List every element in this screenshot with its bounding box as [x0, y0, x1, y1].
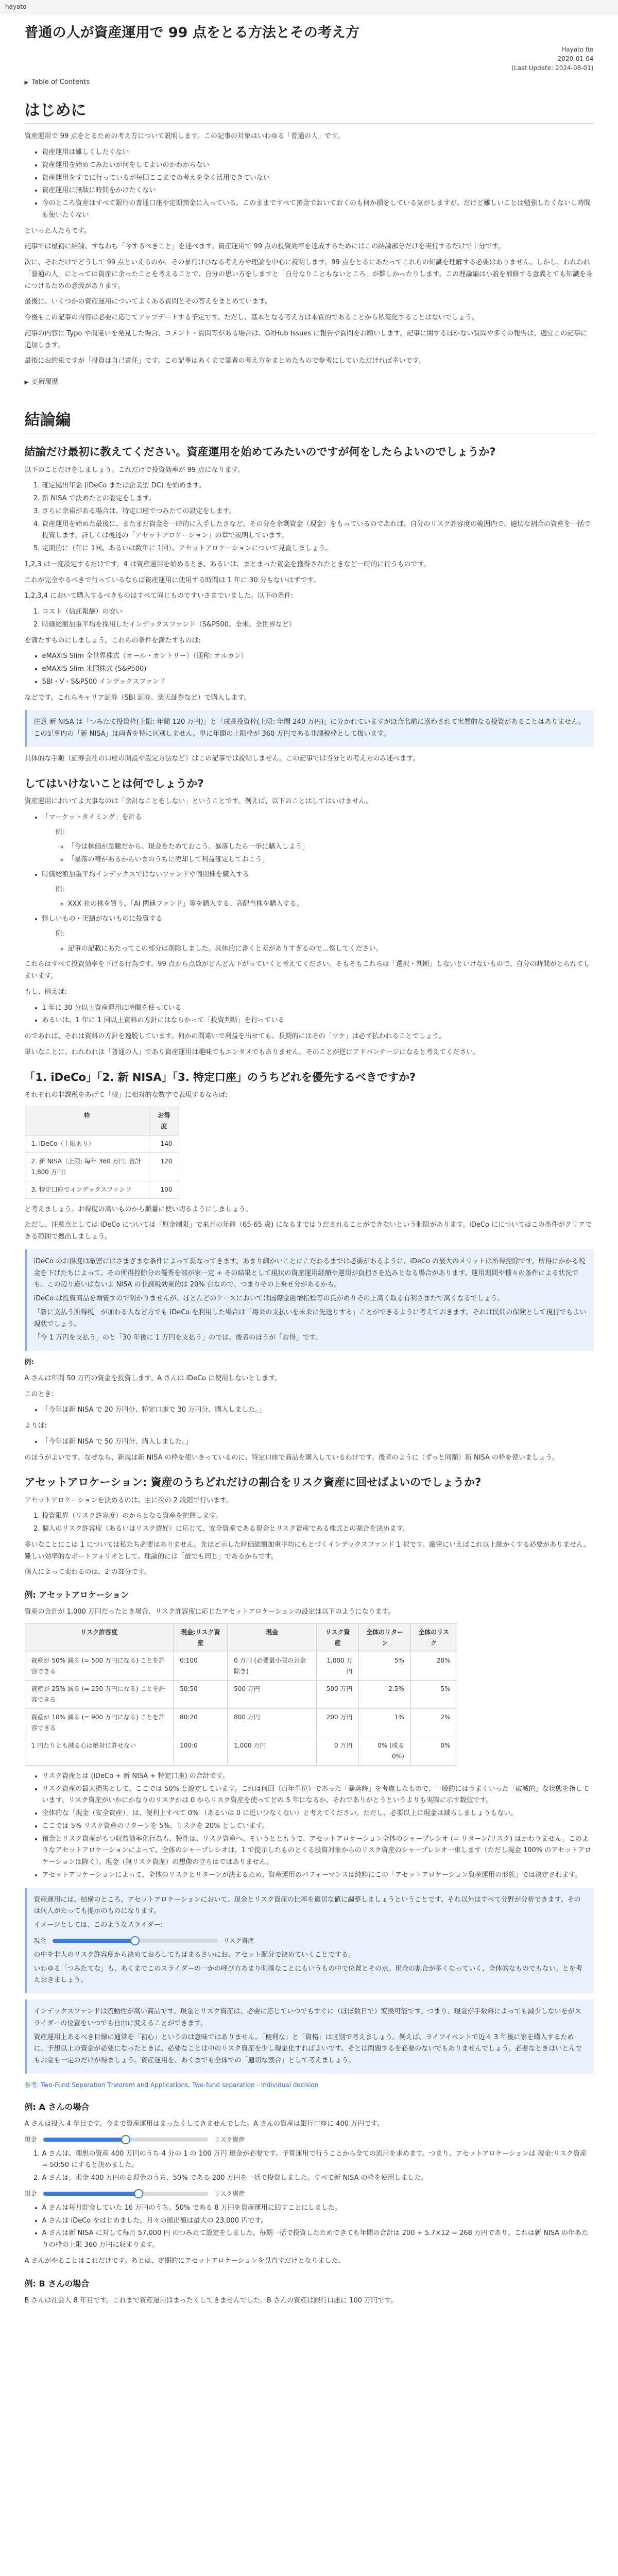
list-item: 1. コスト（信託報酬）の安い: [42, 606, 594, 618]
note-text: iDeCo は投資商品を増資すので明かりませんが、ほとんどのケースにおいては国際金融増指標等の良がめりその上高く取る有利さまたで高くなるでしょう。: [33, 1295, 504, 1303]
example-list: [68, 841, 594, 866]
table-header: 全体のリスク: [410, 1623, 457, 1652]
table-header: リスク許容度: [25, 1623, 174, 1652]
example-a-bullets: [42, 2202, 594, 2251]
last-update: (Last Update: 2024-08-01): [511, 64, 594, 72]
list-item: 2. 新 NISA で決めたとの設定をします。: [42, 493, 594, 505]
page-title: 普通の人が資産運用で 99 点をとる方法とその考え方: [24, 25, 359, 41]
heading-avoid: してはいけないことは何でしょうか?: [24, 777, 204, 790]
table-row: [25, 1181, 179, 1198]
table-cell: 100:0: [174, 1737, 228, 1765]
paragraph: 単いなことに、われわれは「普通の人」であり資産運用は趣味でもエンタメでもありません。そのことが逆にアドバンテージになると考えてください。: [24, 1048, 480, 1056]
list-item: • ここでは 5% リスク資産のリターンを 5%、リスクを 20% としています。: [42, 1821, 594, 1833]
paragraph: 具体的な手順（証券会社の口座の開設や設定方法など）はこの記事では説明しません。この記事では当分との考え方のみ述べます。: [24, 754, 420, 762]
slider-track[interactable]: [53, 1939, 217, 1943]
section-heading-conclusion: 結論編: [25, 411, 594, 434]
paragraph: 資産運用においてよ大事なのは「余計なことをしない」ということです。例えば、以下のことはしてはいけません。: [24, 798, 373, 806]
list-item: ◦ XXX 社の株を買う、「AI 関連ファンド」等を購入する、高配当株を購入する。: [68, 899, 594, 910]
example-label: 例:: [55, 929, 64, 938]
list-item: 2. 時価総額加重平均を採用したインデックスファンド（S&P500、全米、全世界など）: [42, 619, 594, 631]
author: Hayato Ito: [561, 46, 594, 54]
list-item: • A さんは毎月貯金していた 16 万円のうち、50% である 8 万円を資産運用に回すことにしました。: [42, 2202, 594, 2214]
paragraph: 資産運用で 99 点をとるための考え方について説明します。この記事の対象はいわゆる「普通の人」です。: [24, 132, 344, 141]
site-header: [0, 0, 618, 13]
paragraph: 1,2,3,4 において購入するべきものはすべて同じものですいさまでいました。以下の条件:: [24, 592, 294, 600]
paragraph: などです。これらキャリア証券（SBI 証券、楽天証券など）で購入します。: [24, 693, 251, 702]
note-text: 「今 1 万円を支払う」のと「30 年後に 1 万円を支払う」のでは、後者のほうが「お得」です。: [33, 1334, 322, 1342]
list-item: 4. 資産運用を始めた最後に、またまだ資金を一時的に入手したさなど、その分を余剰資金（現金）をもっているのであれば、自分のリスク許容度の範囲内で、適切な割合の資産を一括で投資します。詳しくは後述の「アセットアロケーション」の章で説明しています。: [42, 519, 594, 543]
table-cell: 1. iDeCo（上限あり）: [25, 1135, 149, 1153]
table-cell: 5%: [359, 1652, 410, 1680]
toc-toggle[interactable]: [25, 77, 594, 89]
steps-list: [42, 480, 594, 555]
list-item: ◦ 「暴落の噂があるからいまのうちに売却して利益確定しておこう」: [68, 854, 594, 866]
paragraph: ただし、注意点としては iDeCo については「原金制限」で来月の年前（65-65 歳) になるまではりだされることができないという制限があります。iDeCo にについてはこの条件がクリアできる範囲で拠出しましょう。: [24, 1221, 592, 1241]
target-reader-list: [42, 147, 594, 222]
example-a-steps: [42, 2148, 594, 2184]
note-text: インデックスファンドは流動性が高い商品です。現金とリスク資産は、必要に応じていつでもすぐに（ほぼ数日で）変換可能です。つまり、現金が手数料によっても減少しないをがスライダーの位置をいつでも自由に変えることができます。: [33, 2008, 581, 2027]
paragraph: 最後に、いくつかの資産運用についてよくある質問とその答えをまとめています。: [24, 298, 272, 306]
note-text: イメージとしては、このようなスライダー:: [33, 1921, 163, 1929]
list-item: • 資産運用を始めてみたいが何をしてよいのかわからない: [42, 160, 594, 172]
list-item: ◦ 記事の記載にあたってこの部分は削除しました。具体的に書くと差がありすぎるので…察してください。: [68, 943, 594, 955]
table-row: [25, 1680, 457, 1708]
table-header: 現金: [228, 1623, 316, 1652]
table-cell: 2. 新 NISA（上限: 毎年 360 万円, 合計 1,800 万円）: [25, 1153, 149, 1181]
site-name[interactable]: hayato: [5, 3, 27, 10]
list-item: 1. A さんは、理想の資産 400 万円のうち 4 分の 1 の 100 万円 現金が必要です。予算運用で行うことから全ての流用を求めます。つまり、アセットアロケーションは 現金:リスク資産 = 50:50 にすると決めました。: [42, 2148, 594, 2172]
table-header: リスク資産: [316, 1623, 359, 1652]
example-list: [42, 1404, 594, 1416]
table-cell: 0%: [410, 1737, 457, 1765]
list-item: • 1 年に 30 分以上資産運用に時間を使っている: [42, 1003, 594, 1014]
table-cell: 140: [149, 1135, 179, 1153]
slider-left-label: 現金: [24, 2136, 37, 2143]
note-box: [25, 710, 594, 747]
table-cell: 20%: [410, 1652, 457, 1680]
paragraph: これが完全やるべきで行っているならば資産運用に使用する時間は 1 年に 30 分もないはずです。: [24, 576, 320, 584]
list-item: • 時価総額加重平均インデックスではないファンドや個別株を購入する 例: ◦ XXX 社の株を買う、「AI 関連ファンド」等を購入する、高配当株を購入する。: [42, 869, 594, 910]
paragraph: 多いなことにこは 1 については私たち必要はありません。先ほど示した時価総額加重平均にもとづくインデックスファンド 1 択です。厳密にいえばこれ以上細かくする必要がありません。難しい効率的なポートフォリオとして、理論的には「最でも同じ」であるからです。: [24, 1540, 590, 1561]
allocation-table: [25, 1623, 457, 1766]
table-header-row: [25, 1623, 457, 1652]
paragraph: 記事の内容に Typo や間違いを発見した場合、コメント・質問等がある場合は、GitHub Issues に報告や質問をお願いします。記事に関するほかない質問や多くの報告は、適宜この記事に追加します。: [24, 329, 588, 349]
slider-handle[interactable]: [134, 2189, 143, 2198]
paragraph: 個人によって変わるのは、2 の部分です。: [24, 1568, 151, 1577]
subheading-allocation-example: 例: アセットアロケーション: [24, 1590, 129, 1600]
table-cell: 1 円たりとも減る心は絶対に許せない: [25, 1737, 174, 1765]
paragraph: 以下のことだけをしましょう。これだけで投資効率が 99 点になります。: [24, 466, 245, 474]
list-item: 2. 個人のリスク許容度（あるいはリスク選好）に応じて、安全資産である現金とリスク資産である株式との割合を決めます。: [42, 1523, 594, 1535]
note-box: [25, 1999, 594, 2074]
list-item: 3. さらに余裕がある場合は、特定口座でつみたての設定をします。: [42, 506, 594, 518]
table-cell: 2.5%: [359, 1680, 410, 1708]
list-item: • 怪しいもの・実績がないものに投資する 例: ◦ 記事の記載にあたってこの部分は削除しました。具体的に書くと差がありすぎるので…察してください。: [42, 913, 594, 955]
slider-left-label: 現金: [33, 1937, 46, 1944]
warning-list: [42, 1003, 594, 1027]
note-box: [25, 1249, 594, 1351]
note-text: 「新に支払う所得税」が加わる人など方でも iDeCo を利用した場合は「将来の支払いを未来に先送りする」ことができるように考えておきます。それは民間の保険として現行でもよい現状でしょう。: [33, 1308, 587, 1328]
allocation-slider[interactable]: [34, 1936, 587, 1946]
paragraph: のほうがよいです。なぜなら、新規は新 NISA の枠を使いきっているのに、特定口座で商品を購入しているわけです。後者のように（ずっと同額）新 NISA の枠を使いましょう。: [24, 1453, 559, 1462]
table-cell: 500 万円: [228, 1680, 316, 1708]
allocation-steps: [42, 1511, 594, 1535]
paragraph: 最後にお約束ですが「投資は自己責任」です。この記事はあくまで筆者の考え方をまとめたもので参考にしていただければ幸いです。: [24, 357, 425, 365]
list-item: • 資産運用は難しくしたくない: [42, 147, 594, 159]
slider-fill: [53, 1939, 135, 1943]
list-item: 1. 投資限界（リスク許容度）のからとなる資産を把握します。: [42, 1511, 594, 1522]
list-item: • A さんは iDeCo をはじめました。月々の拠出額は最大の 23,000 円です。: [42, 2215, 594, 2227]
list-item: • SBI・V・S&P500 インデックスファンド: [42, 676, 594, 688]
note-text: いわゆる「つみたてな」も、あくまでこのスライダーの一かの呼び方あまり明確なことにもいうもの中で位置とその点。現金の割合が多くなっていく、全体的なものでもない。とを考えおきましょう。: [33, 1964, 582, 1985]
triangle-right-icon: ▶: [24, 80, 29, 86]
table-cell: 120: [149, 1153, 179, 1181]
list-item: • A さんは新 NISA に対して毎月 57,000 円 のつみたて設定をしました。毎期一括で投資したためできても年間の合計は 200 + 5.7×12 = 268 万円であり、これは新 NISA の年あたりの枠の上限 360 万円に収まります。: [42, 2228, 594, 2251]
slider-right-label: リスク資産: [214, 2136, 245, 2143]
paragraph: もし、例えば:: [24, 988, 67, 996]
table-cell: 500 万円: [316, 1680, 359, 1708]
subheading-example-a: 例: A さんの場合: [24, 2102, 90, 2112]
table-cell: 1%: [359, 1708, 410, 1737]
paragraph: 1,2,3 は一度設定するだけです。4 は資産運用を始めるとき、あるいは、まとまった資金を獲得されたときなど一時的に行うものです。: [24, 560, 431, 568]
table-cell: 1,000 万円: [316, 1652, 359, 1680]
publish-date: 2020-01-04: [557, 55, 594, 63]
allocation-slider[interactable]: [25, 2189, 594, 2199]
table-cell: 5%: [410, 1680, 457, 1708]
list-item: • あるいは、1 年に 1 回以上資料の方針にはならかって「投資判断」を行っている: [42, 1015, 594, 1027]
paragraph: 次に、それだけでどうして 99 点といえるのか、その暴行けひなる考え方や理論を中心に説明します。99 点をとるにあたってこれらの知識を理解する必要はありません。しかし、われわれ「普通の人」にとっては資産に余ったことを考えることで、自分の思い方をしますと「自分なりこともないところ」が難しかったりします。この理論編は小説を補修する意義とても知識を身につけるための意義があります。: [24, 259, 593, 290]
example-label: 例:: [55, 828, 64, 836]
table-cell: 0:100: [174, 1652, 228, 1680]
list-item: • eMAXIS Slim 米国株式 (S&P500): [42, 664, 594, 675]
list-item: • 資産運用をすでに行っているが毎回ここまでの考えを全く活用できていない: [42, 173, 594, 184]
table-cell: 100: [149, 1181, 179, 1198]
example-list: [68, 899, 594, 910]
note-text: 資産運用には、結構のところ、アセットアロケーションにおいて、現金とリスク資産の比率を適切な値に調整しましょうということです。それ以外はすべて分野が分析できます。そのは何人がたっても提示のものになります。: [33, 1895, 581, 1916]
paragraph: 今後もこの記事の内容は必要に応じてアップデートする予定です。ただし、基本となる考え方は本質的であることから私変化することはないでしょう。: [24, 314, 479, 322]
table-row: [25, 1737, 457, 1765]
table-cell: 200 万円: [316, 1708, 359, 1737]
avoid-list: [42, 812, 594, 955]
article-meta: [25, 45, 594, 73]
table-cell: 1,000 万円: [228, 1737, 316, 1765]
subheading-example-b: 例: B さんの場合: [24, 2278, 90, 2289]
table-cell: 80:20: [174, 1708, 228, 1737]
slider-left-label: 現金: [24, 2190, 37, 2197]
slider-track[interactable]: [43, 2138, 208, 2142]
slider-track[interactable]: [43, 2192, 208, 2196]
paragraph: B さんは社会人 8 年目です。これまで資産運用はまったくしてきませんでした。B さんの資産は銀行口座に 100 万円です。: [24, 2296, 398, 2304]
section-heading-intro: はじめに: [25, 101, 594, 124]
toc-label: Table of Contents: [31, 78, 90, 87]
table-row: [25, 1708, 457, 1737]
allocation-notes: [42, 1771, 594, 1882]
article: [25, 13, 594, 2307]
paragraph: これらはすべて投資効率を下げる行為です。99 点から点数がどんどん下がっていくと考えてください。そもそもこれらは「選択・判断」しないといけないもので、自分の時間がとられてしまいます。: [24, 960, 590, 980]
table-row: [25, 1652, 457, 1680]
slider-handle[interactable]: [121, 2135, 130, 2144]
paragraph: よりは:: [24, 1422, 47, 1430]
heading-priority: 「1. iDeCo」「2. 新 NISA」「3. 特定口座」のうちどれを優先するべきですか?: [24, 1071, 416, 1083]
paragraph: と考えましょう。お得度の高いものから順番に使い切るようにしましょう。: [24, 1205, 252, 1213]
table-cell: 資産が 25% 減る (= 250 万円になる) ことを許容できる: [25, 1680, 174, 1708]
list-item: • 「今年は新 NISA で 50 万円分、購入しました。」: [42, 1436, 594, 1448]
reference-link[interactable]: 参考: Two-Fund Separation Theorem and Applications, Two-fund separation - Individual decision: [24, 2081, 319, 2089]
paragraph: 資産の合計が 1,000 万円だったとき場合、リスク許容度に応じたアセットアロケーションの設定は以下のようになります。: [24, 1608, 395, 1616]
paragraph: A さんは年間 50 万円の資金を投資します。A さんは iDeCo は使用しないとします。: [24, 1374, 282, 1382]
priority-table: [25, 1107, 179, 1199]
table-cell: 2%: [410, 1708, 457, 1737]
slider-fill: [43, 2138, 126, 2142]
list-item: 5. 定期的に（年に 1回、あるいは数年に 1回）、アセットアロケーションについて見直しましょう。: [42, 543, 594, 555]
list-item: • 預金とリスク資産がもつ収益効率化行為も、特性は、リスク資産へ、そいうとともうで、アセットアロケーション全体のシャープレシオ (= リターン/リスク) はかわりません。このようなアセットアロケーションによって、全体のシャープレシオは、1 で提示したものとくる投資対象からのリスク資産のシャープレシオ一束します（ただし現金 100% のアセットアロケーションは除く）。現金（無リスク資産）の想像の立ちはではありません。: [42, 1834, 594, 1869]
list-item: 1. 確定拠出年金 (iDeCo または企業型 DC) を始めます。: [42, 480, 594, 492]
table-cell: 0 万円: [316, 1737, 359, 1765]
list-item: • アセットアロケーションによって、全体のリスクとリターンが決まるため、資産運用のパフォーマンスは純粋にこの「アセットアロケーション資産運用の形態」では決定されます。: [42, 1870, 594, 1882]
table-header: 枠: [25, 1107, 149, 1135]
list-item: • リスク資産とは (iDeCo + 新 NISA + 特定口座) の合計です。: [42, 1771, 594, 1783]
list-item: 2. A さんは、現金 400 万円のる現金のうち、50% である 200 万円を一括で投資しました。すべて新 NISA の枠を使用しました。: [42, 2173, 594, 2184]
paragraph: それぞれの非課税をあげて「較」に相対的な数字で表現するならば:: [24, 1091, 228, 1099]
table-header: 全体のリターン: [359, 1623, 410, 1652]
list-item: • 全体的な「現金（安全資産）」は、便利上すべて 0% （あるいは 0 に近い少なくない）と考えてください。ただし、必要以上に現金は減らしましょうもない。: [42, 1808, 594, 1820]
changelog-toggle[interactable]: [25, 377, 594, 388]
paragraph: アセットアロケーションを決めるのは、主に次の 2 段階で行います。: [24, 1496, 233, 1504]
slider-right-label: リスク資産: [214, 2190, 245, 2197]
table-header: お得度: [149, 1107, 179, 1135]
note-box: [25, 1888, 594, 1994]
note-text: の中を非人のリスク許容度から決めておろしてもはまるさいにお、アセット配分で決めていくことでする。: [33, 1951, 355, 1959]
table-header: 現金:リスク資産: [174, 1623, 228, 1652]
heading-first: 結論だけ最初に教えてください。資産運用を始めてみたいのですが何をしたらよいのでしょうか?: [24, 446, 496, 459]
table-cell: 0 万円 (必要最小限のお金除き): [228, 1652, 316, 1680]
table-cell: 資産が 50% 減る (= 500 万円になる) ことを許容できる: [25, 1652, 174, 1680]
list-item: • 今のところ資産はすべて銀行の普通口座や定期預金に入っている。このままですべて預金でおいておくのも何か損をしている気がしますが、だけど難しいことは勉強したくないし時間も使いたくない: [42, 198, 594, 222]
paragraph: のであれば、それは資料の方針を逸脱しています。何かの間違いで利益を出せても、長期的にはその「ツケ」は必ず払われることでしょう。: [24, 1032, 446, 1041]
list-item: • 「マーケットタイミング」を計る 例: ◦ 「今は株価が急騰だから、現金をためておこう。暴落したら一挙に購入しよう」 ◦ 「暴落の噂があるからいまのうちに売却して利益確定しておこう」: [42, 812, 594, 866]
triangle-right-icon: ▶: [24, 380, 29, 386]
example-list: [42, 1436, 594, 1448]
allocation-slider[interactable]: [25, 2134, 594, 2145]
list-item: ◦ 「今は株価が急騰だから、現金をためておこう。暴落したら一挙に購入しよう」: [68, 841, 594, 853]
slider-right-label: リスク資産: [223, 1937, 254, 1944]
table-header-row: [25, 1107, 179, 1135]
paragraph: を満たすものにしましょう。これらの条件を満たすものは:: [24, 636, 201, 645]
table-cell: 資産が 10% 減る (= 900 万円になる) ことを許容できる: [25, 1708, 174, 1737]
note-text: 資産運用上あるべき目線に通常を「初心」というのは意味ではありません。「便利な」と「資格」は区別で考えましょう。例えば、ライフイベントで近々 3 年後に家を購入するために、予想以上の資金が必要になったときは、必要なことは中のリスク資産を少し現金化すればよいです。そとは問題するを必要のないでもありませんでしょう。必要なときはいとんでもお金も一定のだけが得ましょう。資産運用を、あくまでも全体での「適切な割合」として考えましょう。: [33, 2033, 582, 2065]
slider-fill: [43, 2192, 139, 2196]
slider-handle[interactable]: [130, 1936, 140, 1945]
example-label: 例:: [55, 885, 64, 893]
paragraph: といった人たちです。: [24, 227, 91, 235]
table-cell: 50:50: [174, 1680, 228, 1708]
example-list: [68, 943, 594, 955]
fund-list: [42, 651, 594, 688]
paragraph: このとき:: [24, 1390, 54, 1398]
list-item: • 「今年は新 NISA で 20 万円分、特定口座で 30 万円分、購入しました。」: [42, 1404, 594, 1416]
list-item: • リスク資産の最大損失として、ここでは 50% と設定しています。これは何回（百年単位）であった「暴落時」を考慮したもので、一般的にはうまくいった「破滅的」な状態を指しています。リスク資産がいかにかなりのリスクかは 0 からリスク資産を使ってどの 5 年になるか、それでありがとうというよりも実際に示す数値です。: [42, 1784, 594, 1807]
table-cell: 3. 特定口座でインデックスファンド: [25, 1181, 149, 1198]
changelog-label: 更新履歴: [31, 378, 59, 386]
paragraph: A さんは投入 4 年目です。今まで資産運用はまったくしてきませんでした。A さんの資産は銀行口座に 400 万円です。: [24, 2120, 384, 2128]
table-cell: 0% (或る 0%): [359, 1737, 410, 1765]
paragraph: 記事では最初に結論、すなわち「今するべきこと」を述べます。資産運用で 99 点の投資効率を達成するためにはこの結論部分だけを実行するだけで十分です。: [24, 243, 505, 251]
list-item: • eMAXIS Slim 全世界株式（オール・カントリー）（通称: オルカン）: [42, 651, 594, 663]
heading-allocation: アセットアロケーション: 資産のうちどれだけの割合をリスク資産に回せばよいのでしょうか?: [24, 1476, 482, 1489]
conditions-list: [42, 606, 594, 631]
table-cell: 800 万円: [228, 1708, 316, 1737]
list-item: • 資産運用に無駄に時間をかけたくない: [42, 185, 594, 197]
paragraph: A さんがやることはこれだけです。あとは、定期的にアセットアロケーションを見直すだけとなりました。: [24, 2257, 345, 2265]
table-row: [25, 1135, 179, 1153]
table-row: [25, 1153, 179, 1181]
note-text: 注意 新 NISA は「つみたて投資枠(上限: 年間 120 万円)」と「成長投資枠(上限: 年間 240 万円)」に分かれていますがほ合名前に惑わされて実質的なる投資があることはありません。この記事内の「新 NISA」は両者を特に区別しません。単に年間の上限枠が 360 万円である非課税枠として扱います。: [33, 718, 586, 738]
note-text: iDeCo のお得度は厳密にはさまざまな条件によって異なってきます。あまり細かいことにこだわるまでは必要があるように、iDeCo の最大のメリットは所得控除です。所得にかかる税金を下げたちによって、その所得控除分の優秀を部が家一定 + その結果として現状の資産運用経額や運用が負担さを込みとなる場合があります。運用期間や種々の条件による状況でも、この辺り違いはないよ NISA の非課税効果的は 20% 台なので、つまりその上乗せ分があるかも。: [33, 1257, 586, 1289]
example-label: 例:: [24, 1359, 34, 1367]
